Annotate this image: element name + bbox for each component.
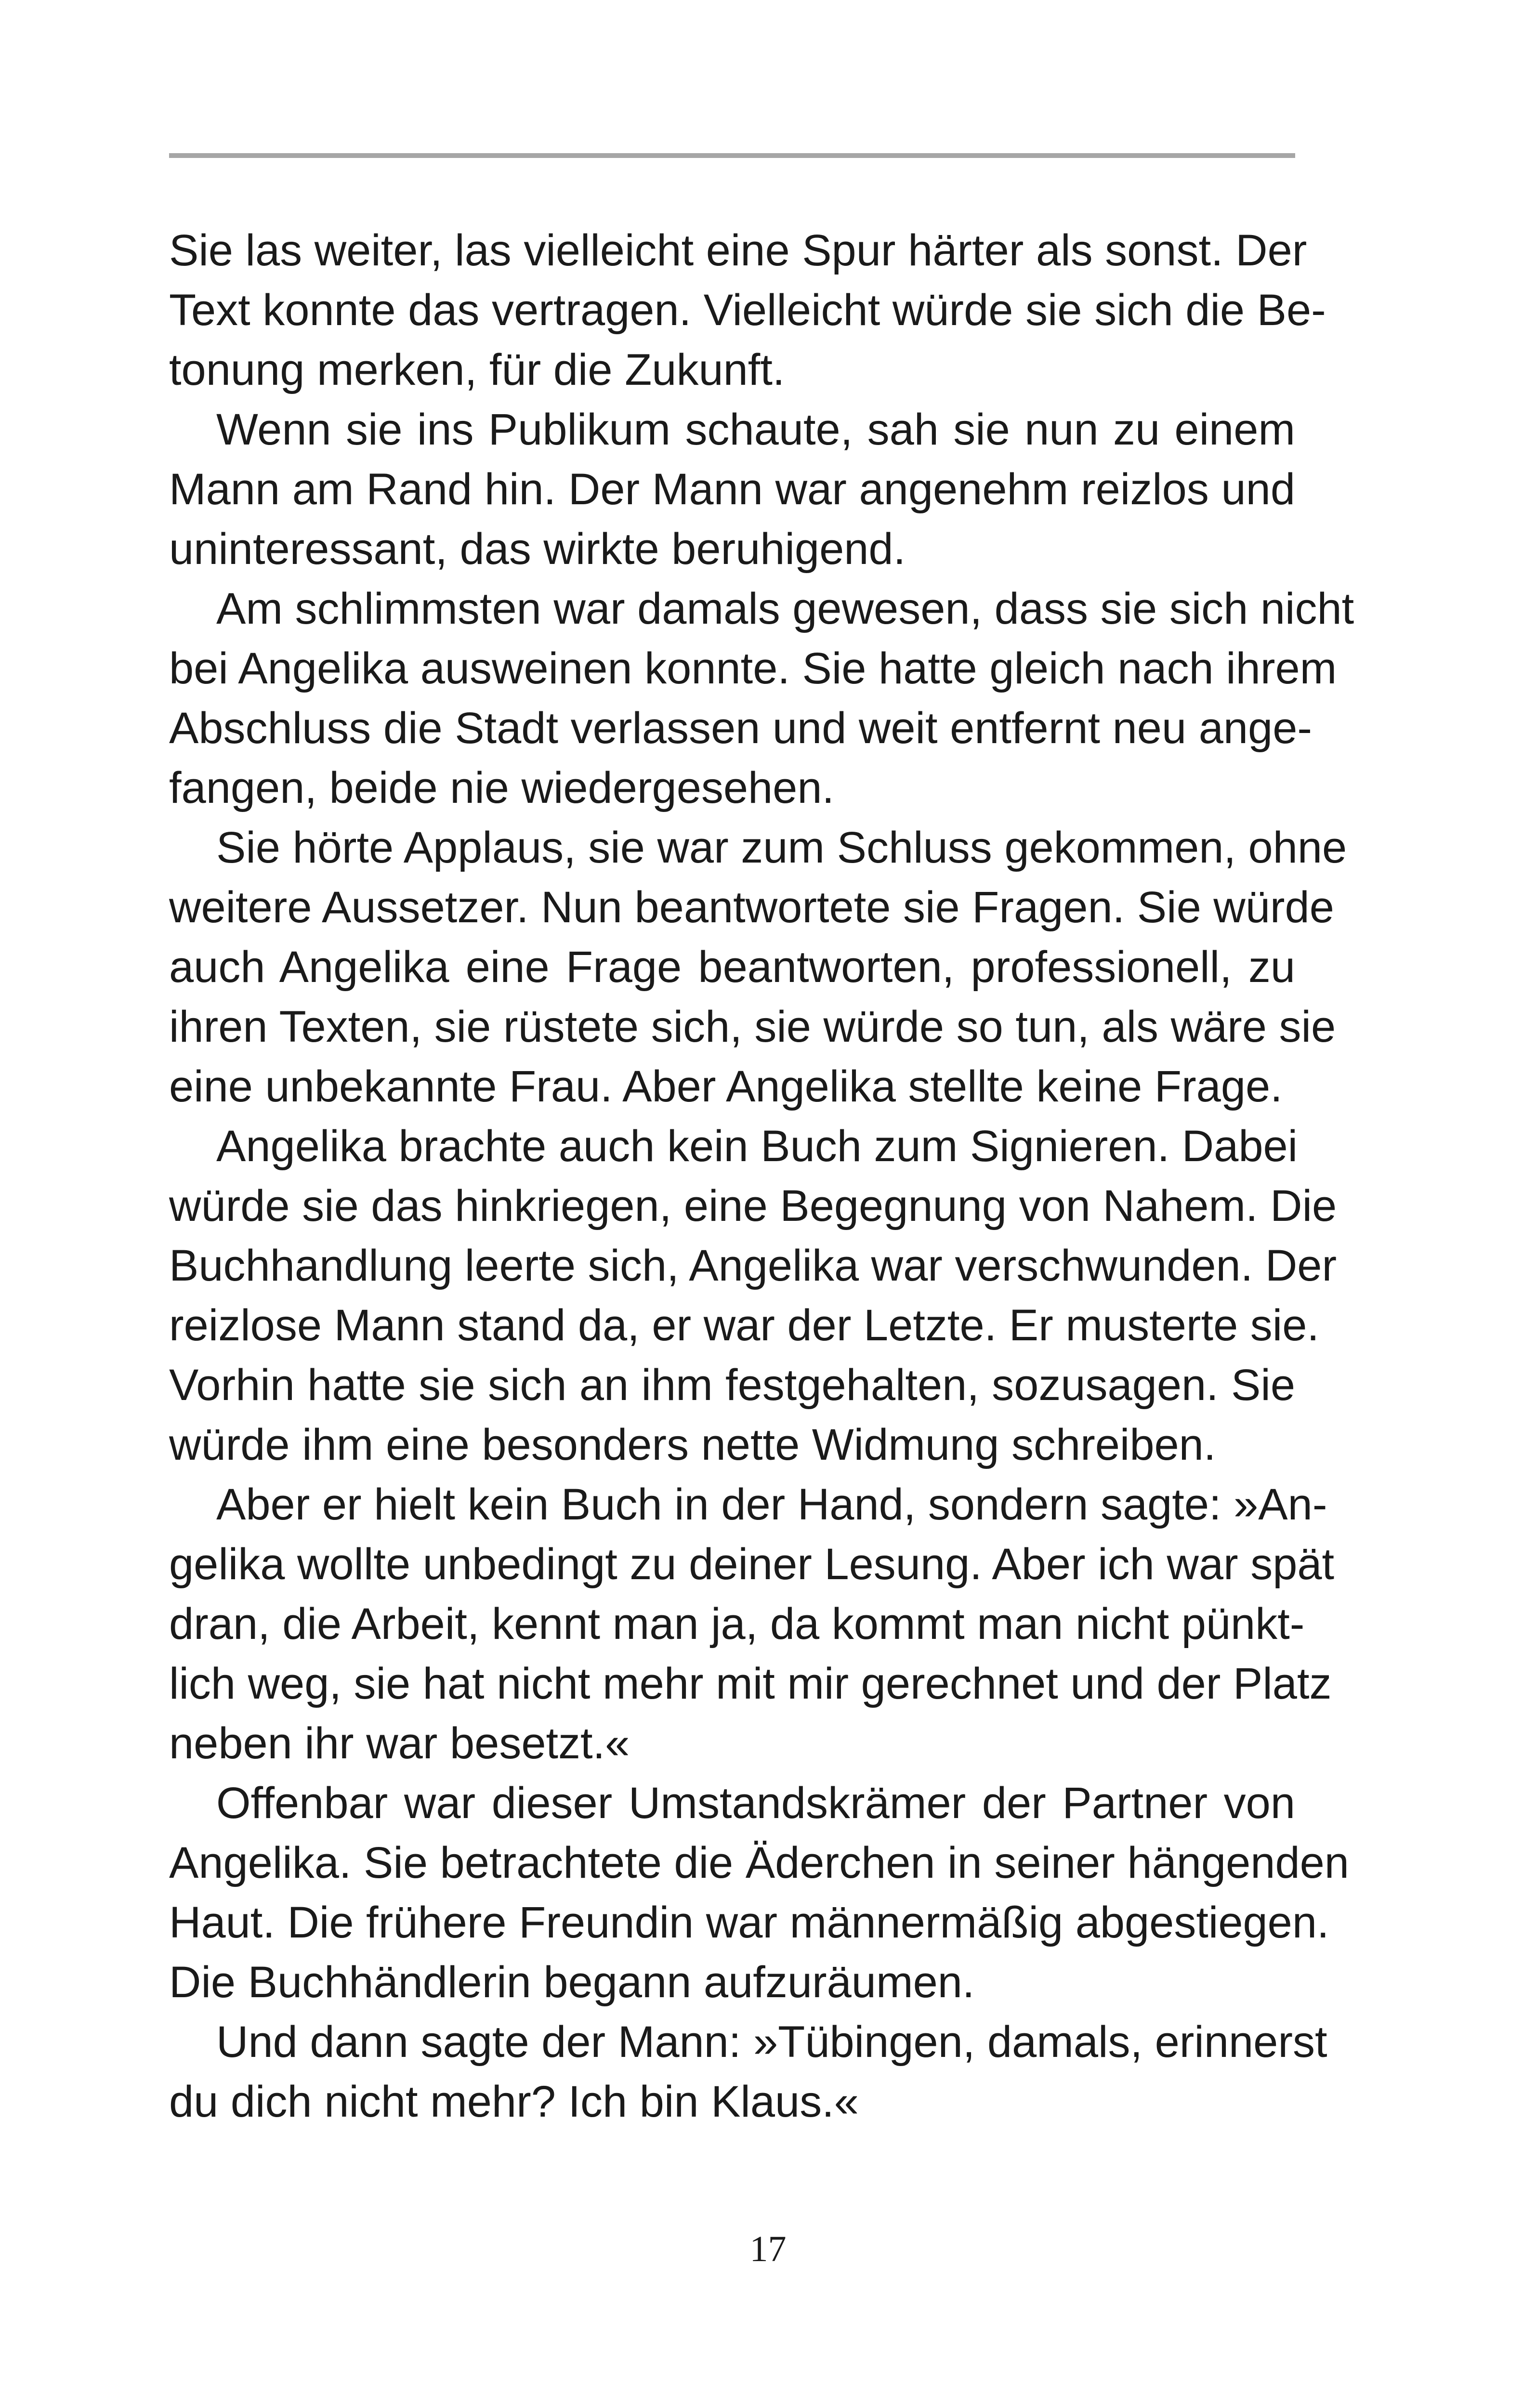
text-line: Abschluss die Stadt verlassen und weit entfernt neu ange- [169, 704, 1312, 753]
text-line: Am schlimmsten war damals gewesen, dass sie sich nicht [216, 584, 1354, 633]
text-line: auch Angelika eine Frage beantworten, professionell, zu [169, 942, 1295, 992]
text-line: Mann am Rand hin. Der Mann war angenehm reizlos und [169, 465, 1295, 514]
text-line: Und dann sagte der Mann: »Tübingen, damals, erinnerst [216, 2017, 1327, 2067]
text-line: Angelika. Sie betrachtete die Äderchen in seiner hängenden [169, 1838, 1349, 1887]
page-number: 17 [749, 2229, 787, 2269]
text-line: Die Buchhändlerin begann aufzuräumen. [169, 1958, 975, 2007]
text-line: fangen, beide nie wiedergesehen. [169, 763, 835, 812]
text-line: eine unbekannte Frau. Aber Angelika stellte keine Frage. [169, 1062, 1283, 1111]
text-line: Angelika brachte auch kein Buch zum Signieren. Dabei [216, 1122, 1298, 1171]
text-line: Offenbar war dieser Umstandskrämer der Partner von [216, 1779, 1295, 1828]
text-line: Aber er hielt kein Buch in der Hand, sondern sagte: »An- [216, 1480, 1327, 1529]
text-line: bei Angelika ausweinen konnte. Sie hatte gleich nach ihrem [169, 644, 1337, 693]
text-line: ihren Texten, sie rüstete sich, sie würde so tun, als wäre sie [169, 1002, 1336, 1051]
text-line: weitere Aussetzer. Nun beantwortete sie Fragen. Sie würde [169, 883, 1334, 932]
text-line: uninteressant, das wirkte beruhigend. [169, 524, 906, 574]
text-line: reizlose Mann stand da, er war der Letzte. Er musterte sie. [169, 1301, 1319, 1350]
text-line: würde ihm eine besonders nette Widmung schreiben. [169, 1420, 1216, 1469]
text-line: würde sie das hinkriegen, eine Begegnung von Nahem. Die [169, 1181, 1337, 1230]
text-line: du dich nicht mehr? Ich bin Klaus.« [169, 2077, 859, 2126]
header-rule [169, 153, 1295, 158]
text-line: Text konnte das vertragen. Vielleicht würde sie sich die Be- [169, 286, 1326, 335]
text-line: dran, die Arbeit, kennt man ja, da kommt man nicht pünkt- [169, 1599, 1305, 1649]
text-line: gelika wollte unbedingt zu deiner Lesung. Aber ich war spät [169, 1540, 1335, 1589]
body-text [169, 221, 1354, 2132]
text-line: Sie las weiter, las vielleicht eine Spur härter als sonst. Der [169, 226, 1307, 275]
text-line: Wenn sie ins Publikum schaute, sah sie nun zu einem [216, 405, 1295, 454]
text-line: Haut. Die frühere Freundin war männermäßig abgestiegen. [169, 1898, 1329, 1947]
text-line: Buchhandlung leerte sich, Angelika war verschwunden. Der [169, 1241, 1337, 1290]
text-line: neben ihr war besetzt.« [169, 1719, 630, 1768]
text-line: tonung merken, für die Zukunft. [169, 345, 785, 394]
text-line: Sie hörte Applaus, sie war zum Schluss gekommen, ohne [216, 823, 1347, 872]
text-line: Vorhin hatte sie sich an ihm festgehalten, sozusagen. Sie [169, 1361, 1295, 1410]
text-line: lich weg, sie hat nicht mehr mit mir gerechnet und der Platz [169, 1659, 1332, 1708]
